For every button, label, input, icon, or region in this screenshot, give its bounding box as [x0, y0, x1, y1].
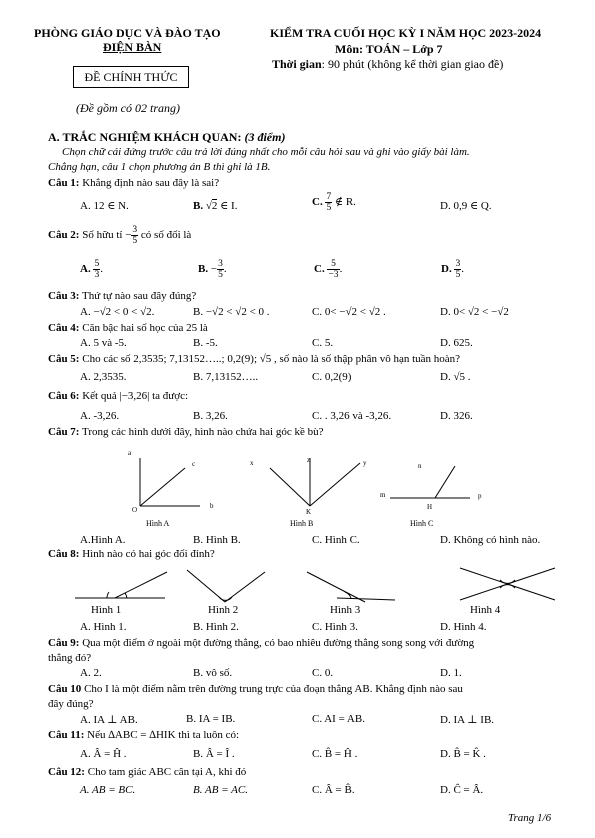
- question-5: Câu 5: Cho các số 2,3535; 7,13152…..; 0,2(9); √5 , số nào là số thập phân vô hạn tuần hoàn?: [48, 353, 461, 365]
- q11-option-c: C. B̂ = Ĥ .: [312, 748, 358, 760]
- svg-text:x: x: [250, 459, 254, 467]
- figure-b: [270, 458, 360, 506]
- svg-text:y: y: [363, 459, 367, 467]
- time-line: [272, 57, 503, 72]
- question-10-line-2: đây đúng?: [48, 698, 94, 710]
- q1-option-c: C. $\frac{7}{5}$ ∉ R.: [312, 192, 356, 213]
- svg-text:m: m: [380, 491, 386, 499]
- q9-option-c: C. 0.: [312, 667, 334, 679]
- figure-4-label: Hình 4: [470, 604, 501, 616]
- question-10: Câu 10 Cho I là một điểm nằm trên đường trung trực của đoạn thẳng AB. Khẳng định nào sau: [48, 683, 463, 695]
- section-a-heading: A. TRẮC NGHIỆM KHÁCH QUAN: (3 điểm): [48, 130, 286, 144]
- subject-line: Môn: TOÁN – Lớp 7: [335, 42, 443, 56]
- q9-option-b: B. vô số.: [193, 667, 233, 679]
- question-9-line-2: thẳng đó?: [48, 652, 92, 664]
- figure-c-label: Hình C: [410, 519, 434, 528]
- q2-option-c: C. $\frac{5}{-3}$ .: [314, 259, 343, 280]
- pages-note: (Đề gồm có 02 trang): [76, 101, 180, 115]
- q12-option-b: B. AB = AC.: [193, 784, 248, 796]
- question-9: Câu 9: Qua một điểm ở ngoài một đường thẳng, có bao nhiêu đường thẳng song song với đường: [48, 637, 475, 649]
- q2-option-b: B. − $\frac{3}{5}$ .: [198, 259, 227, 280]
- q4-option-a: A. 5 và -5.: [80, 337, 127, 349]
- q12-option-a: A. AB = BC.: [80, 784, 136, 796]
- svg-text:K: K: [306, 508, 312, 516]
- q7-option-c: C. Hình C.: [312, 534, 360, 546]
- q6-option-c: C. . 3,26 và -3,26.: [312, 410, 392, 422]
- figure-2-label: Hình 2: [208, 604, 239, 616]
- figure-a: [140, 458, 200, 506]
- q6-option-d: D. 326.: [440, 410, 473, 422]
- q12-option-d: D. Ĉ = Â.: [440, 784, 484, 796]
- department-name: PHÒNG GIÁO DỤC VÀ ĐÀO TẠO: [34, 26, 221, 40]
- q10-option-d: D. IA ⊥ IB.: [440, 714, 495, 726]
- question-11: Câu 11: Nếu ∆ABC = ∆HIK thì ta luôn có:: [48, 729, 240, 741]
- figure-4: [460, 568, 555, 600]
- q10-option-c: C. AI = AB.: [312, 713, 365, 725]
- figure-3-label: Hình 3: [330, 604, 361, 616]
- q5-option-c: C. 0,2(9): [312, 371, 352, 383]
- q9-option-d: D. 1.: [440, 667, 462, 679]
- svg-text:O: O: [132, 506, 138, 514]
- q3-option-a: A. −√2 < 0 < √2.: [80, 306, 155, 318]
- svg-text:n: n: [418, 462, 422, 470]
- q8-option-d: D. Hình 4.: [440, 621, 487, 633]
- exam-title: KIỂM TRA CUỐI HỌC KỲ I NĂM HỌC 2023-2024: [270, 26, 542, 40]
- q4-option-b: B. -5.: [193, 337, 218, 349]
- figure-1: [75, 572, 167, 598]
- time-value: : 90 phút (không kể thời gian giao đề): [321, 57, 504, 71]
- q8-option-b: B. Hình 2.: [193, 621, 239, 633]
- q8-option-a: A. Hình 1.: [80, 621, 127, 633]
- svg-text:c: c: [192, 460, 196, 468]
- q11-option-a: A. Â = Ĥ .: [80, 748, 127, 760]
- q11-option-d: D. B̂ = K̂ .: [440, 748, 486, 760]
- figure-c: [390, 466, 470, 498]
- question-1: Câu 1: Khẳng định nào sau đây là sai?: [48, 177, 220, 189]
- question-4: Câu 4: Căn bậc hai số học của 25 là: [48, 322, 208, 334]
- q1-option-a: A. 12 ∈ N.: [80, 200, 129, 212]
- page-number: Trang 1/6: [508, 812, 552, 824]
- svg-text:b: b: [210, 502, 214, 510]
- svg-text:z: z: [307, 456, 311, 464]
- district-name: ĐIỆN BÀN: [103, 40, 162, 54]
- q1-option-d: D. 0,9 ∈ Q.: [440, 200, 492, 212]
- question-2: Câu 2: Số hữu tỉ − $\frac{3}{5}$ có số đối là: [48, 225, 192, 246]
- q8-option-c: C. Hình 3.: [312, 621, 358, 633]
- question-8: Câu 8: Hình nào có hai góc đối đỉnh?: [48, 548, 215, 560]
- q7-option-a: A.Hình A.: [80, 534, 126, 546]
- question-3: Câu 3: Thứ tự nào sau đây đúng?: [48, 290, 197, 302]
- q11-option-b: B. Â = Î .: [193, 748, 235, 760]
- q4-option-c: C. 5.: [312, 337, 334, 349]
- q10-option-b: B. IA = IB.: [186, 713, 236, 725]
- instruction-line-2: Chẳng hạn, câu 1 chọn phương án B thì ghi là 1B.: [48, 161, 271, 173]
- question-12: Câu 12: Cho tam giác ABC cân tại A, khi đó: [48, 766, 247, 778]
- q7-figures: [110, 448, 490, 530]
- q6-option-b: B. 3,26.: [193, 410, 228, 422]
- q6-option-a: A. -3,26.: [80, 410, 120, 422]
- figure-a-label: Hình A: [146, 519, 170, 528]
- svg-text:a: a: [128, 449, 132, 457]
- figure-b-label: Hình B: [290, 519, 314, 528]
- time-label: Thời gian: [272, 57, 322, 71]
- q5-option-b: B. 7,13152…..: [193, 371, 259, 383]
- figure-3: [307, 572, 395, 602]
- question-6: Câu 6: Kết quả |−3,26| ta được:: [48, 390, 189, 402]
- q10-option-a: A. IA ⊥ AB.: [80, 714, 138, 726]
- q5-option-a: A. 2,3535.: [80, 371, 127, 383]
- q2-option-d: D. $\frac{3}{5}$ .: [441, 259, 464, 280]
- q3-option-d: D. 0< √2 < −√2: [440, 306, 509, 318]
- q3-option-c: C. 0< −√2 < √2 .: [312, 306, 386, 318]
- q12-option-c: C. Â = B̂.: [312, 784, 355, 796]
- official-stamp: ĐỀ CHÍNH THỨC: [73, 66, 189, 88]
- figure-1-label: Hình 1: [91, 604, 122, 616]
- svg-text:H: H: [427, 503, 433, 511]
- q9-option-a: A. 2.: [80, 667, 102, 679]
- q2-option-a: A. $\frac{5}{3}$ .: [80, 259, 103, 280]
- q1-option-b: B. √2 ∈ I.: [193, 200, 238, 212]
- q5-option-d: D. √5 .: [440, 371, 471, 383]
- q7-option-b: B. Hình B.: [193, 534, 241, 546]
- q4-option-d: D. 625.: [440, 337, 473, 349]
- question-7: Câu 7: Trong các hình dưới đây, hình nào chứa hai góc kề bù?: [48, 426, 324, 438]
- q7-option-d: D. Không có hình nào.: [440, 534, 541, 546]
- instruction-line-1: Chọn chữ cái đứng trước câu trả lời đúng nhất cho mỗi câu hỏi sau và ghi vào giấy bài làm.: [62, 146, 470, 158]
- svg-text:p: p: [478, 492, 482, 500]
- figure-2: [187, 570, 265, 602]
- q3-option-b: B. −√2 < √2 < 0 .: [193, 306, 270, 318]
